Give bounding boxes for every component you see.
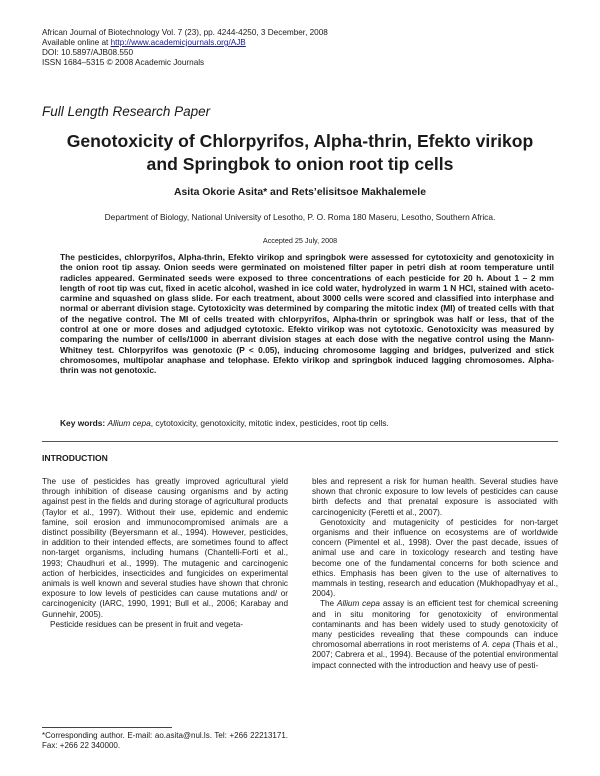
- p5-italic-allium: Allium cepa: [337, 599, 380, 609]
- footnote-rule: [42, 727, 172, 728]
- paper-title: [30, 130, 570, 176]
- issn: ISSN 1684–5315 © 2008 Academic Journals: [42, 58, 205, 67]
- availability-line: [42, 38, 328, 48]
- p5-italic-acepa: A. cepa: [482, 640, 511, 650]
- section-divider: [42, 441, 558, 442]
- intro-paragraph-2: Pesticide residues can be present in fruit and vegeta-: [50, 619, 243, 629]
- intro-paragraph-1: The use of pesticides has greatly improved agricultural yield through inhibition of disease causing organisms and by acting against pest in the fields and during storage of agricultural products (Taylor et al., 1997). Without their use, epidemic and endemic famine, soil erosion and immunocompromised animals are a distinct possibility (Beyersmann et al., 1994). However, pesticides, in addition to their intended effects, are sometimes found to affect non-target organisms, including humans (Chantelli-Forti et al., 1993; Chaudhuri et al., 1999). The mutagenic and carcinogenic action of herbicides, insecticides and fungicides on experimental animals is well known and several studies have shown that chronic exposure to low levels of pesticides can cause mutations and/ or carcinogenicity (IARC, 1990, 1991; Bull et al., 2006; Karabay and Gunnehir, 2005).: [42, 477, 288, 619]
- journal-header: [42, 28, 328, 68]
- keywords-label: Key words:: [60, 418, 106, 428]
- journal-citation: African Journal of Biotechnology Vol. 7 (23), pp. 4244-4250, 3 December, 2008: [42, 28, 328, 37]
- p5-end: (Thais et al., 2007; Cabrera et al., 1994). Because of the potential environmental impact connected with the introduction and heavy use of pesti-: [312, 640, 558, 670]
- section-heading-introduction: INTRODUCTION: [42, 453, 108, 463]
- keywords: [60, 418, 554, 428]
- affiliation: Department of Biology, National University of Lesotho, P. O. Roma 180 Maseru, Lesotho, Southern Africa.: [104, 212, 496, 222]
- authors: Asita Okorie Asita* and Rets’elisitsoe Makhalemele: [174, 187, 426, 198]
- journal-url-link[interactable]: http://www.academicjournals.org/AJB: [110, 38, 246, 47]
- paper-type: Full Length Research Paper: [42, 104, 211, 119]
- availability-prefix: Available online at: [42, 38, 111, 47]
- right-column: [312, 477, 558, 671]
- p5-prefix: The: [320, 599, 337, 609]
- intro-paragraph-5: [312, 599, 558, 670]
- p5-mid: assay is an efficient test for chemical screening and in situ monitoring for genotoxicity of environmental contaminants and has been widely used to study genotoxicity of many pesticides revealing that these compounds can induce chromosomal aberrations in root meristems of: [312, 599, 559, 650]
- keywords-rest: , cytotoxicity, genotoxicity, mitotic index, pesticides, root tip cells.: [150, 418, 389, 428]
- intro-paragraph-4: Genotoxicity and mutagenicity of pesticides for non-target organisms and their influence on ecosystems are of worldwide concern (Pimentel et al., 1998). Over the past decade, issues of animal use and care in toxicology research and testing have become one of the fundamental concerns for both science and ethics. Emphasis has been given to the use of alternatives to mammals in testing, research and education (Mukhopadhyay et al., 2004).: [312, 517, 558, 599]
- accepted-date: Accepted 25 July, 2008: [262, 236, 338, 245]
- title-line-1: Genotoxicity of Chlorpyrifos, Alpha-thrin, Efekto virikop: [66, 131, 534, 151]
- title-line-2: and Springbok to onion root tip cells: [146, 154, 454, 174]
- left-column: [42, 477, 288, 630]
- keyword-allium: Allium cepa: [107, 418, 151, 428]
- abstract: The pesticides, chlorpyrifos, Alpha-thrin, Efekto virikop and springbok were assessed for cytotoxicity and genotoxicity in the onion root tip assay. Onion seeds were germinated on moistened filter paper in petri dish at room temperature until radicles appeared. Germinated seeds were exposed to three concentrations of each pesticide for 20 h. About 1 – 2 mm length of root tip was cut, fixed in acetic alcohol, washed in ice cold water, hydrolyzed in warm 1 N HCl, stained with aceto-carmine and squashed on glass slide. For each treatment, about 3000 cells were scored and classified into interphase and normal or aberrant division stage. Cytotoxicity was determined by comparing the mitotic index (MI) of treated cells with that of the negative control. The MI of cells treated with chlorpyrifos, Alpha-thrin or springbok was half or less, that of the control at one or more doses and adjudged cytotoxic. Efekto virikop was not cytotoxic. Genotoxicity was measured by comparing the number of cells/1000 in aberrant division stages at each dose with the negative control using the Mann-Whitney test. Chlorpyrifos was genotoxic (P < 0.05), inducing chromosome lagging and bridges, pulverized and stick chromosomes, multipolar anaphase and telophase. Efekto virikop and springbok induced lagging chromosomes. Alpha-thrin was not genotoxic.: [60, 252, 554, 376]
- doi: DOI: 10.5897/AJB08.550: [42, 48, 134, 57]
- intro-paragraph-3: bles and represent a risk for human health. Several studies have shown that chronic exposure to low levels of pesticides can cause birth defects and that prenatal exposure is associated with carcinogenicity (Feretti et al., 2007).: [312, 477, 558, 517]
- corresponding-author-footnote: *Corresponding author. E-mail: ao.asita@nul.ls. Tel: +266 22213171. Fax: +266 22 340000.: [42, 731, 288, 750]
